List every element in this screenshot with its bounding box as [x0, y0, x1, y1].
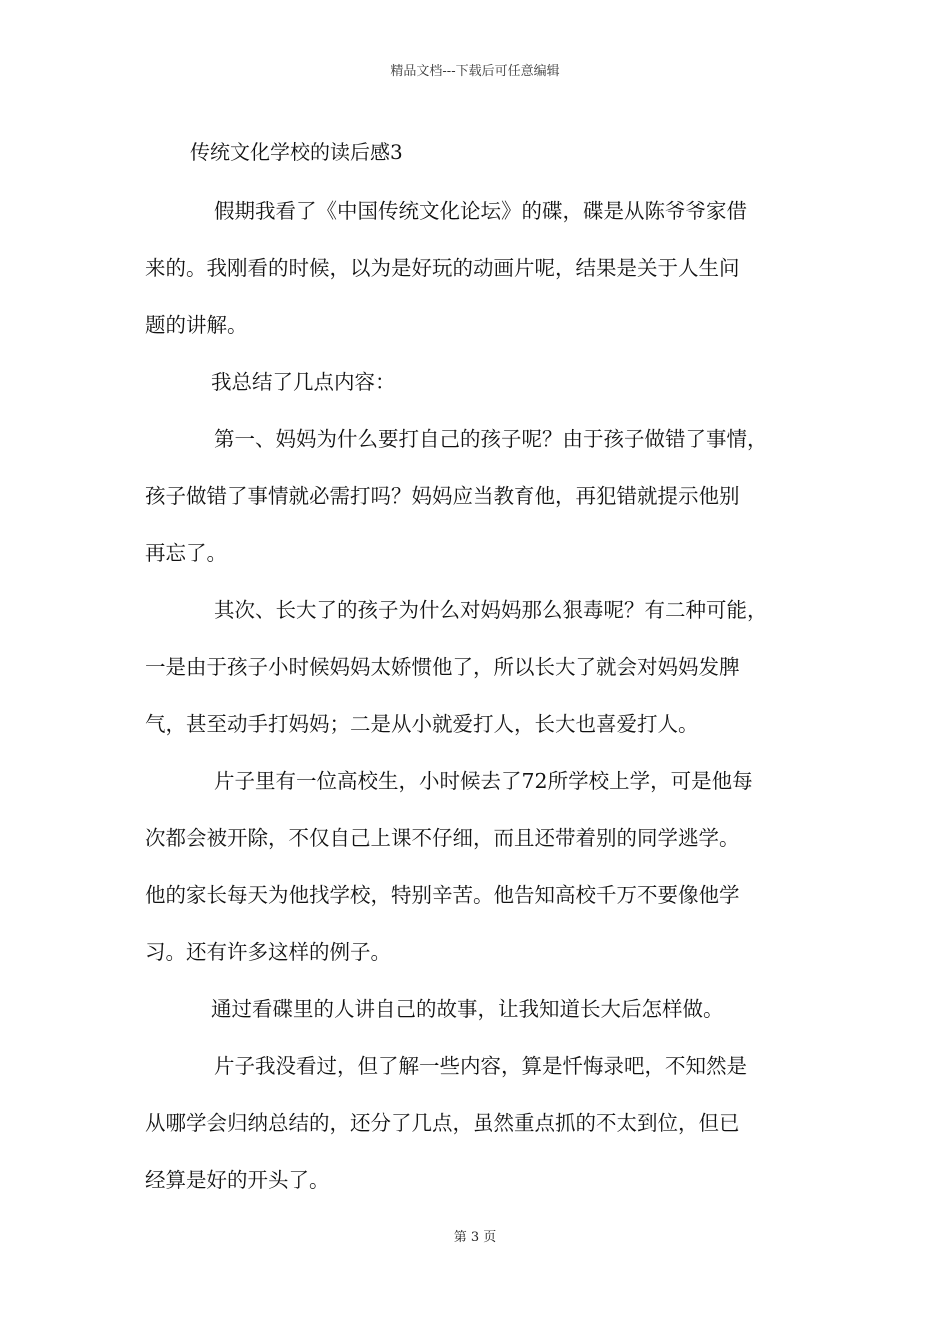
text-line: 习。还有许多这样的例子。: [145, 940, 391, 964]
page-number: 第 3 页: [453, 1230, 497, 1245]
text-line: 经算是好的开头了。: [145, 1168, 330, 1192]
text-line: 从哪学会归纳总结的，还分了几点，虽然重点抓的不太到位，但已: [145, 1111, 740, 1135]
text-line: 再忘了。: [145, 541, 227, 565]
text-line: 孩子做错了事情就必需打吗？妈妈应当教育他，再犯错就提示他别: [145, 484, 740, 508]
text-line: 假期我看了《中国传统文化论坛》的碟，碟是从陈爷爷家借: [214, 199, 747, 223]
text-line: 来的。我刚看的时候，以为是好玩的动画片呢，结果是关于人生问: [145, 256, 740, 280]
text-line: 我总结了几点内容：: [211, 370, 396, 394]
document-title: 传统文化学校的读后感3: [190, 140, 403, 164]
text-line: 题的讲解。: [145, 313, 248, 337]
text-line: 片子我没看过，但了解一些内容，算是忏悔录吧，不知然是: [214, 1054, 747, 1078]
text-line: 其次、长大了的孩子为什么对妈妈那么狠毒呢？有二种可能，: [214, 598, 768, 622]
text-line: 气，甚至动手打妈妈；二是从小就爱打人，长大也喜爱打人。: [145, 712, 699, 736]
page-header: 精品文档---下载后可任意编辑: [390, 64, 560, 79]
text-line: 他的家长每天为他找学校，特别辛苦。他告知高校千万不要像他学: [145, 883, 740, 907]
text-line: 一是由于孩子小时候妈妈太娇惯他了，所以长大了就会对妈妈发脾: [145, 655, 740, 679]
text-line: 第一、妈妈为什么要打自己的孩子呢？由于孩子做错了事情，: [214, 427, 768, 451]
text-line: 通过看碟里的人讲自己的故事，让我知道长大后怎样做。: [211, 997, 724, 1021]
text-line: 片子里有一位高校生，小时候去了72所学校上学，可是他每: [214, 769, 753, 793]
text-line: 次都会被开除，不仅自己上课不仔细，而且还带着别的同学逃学。: [145, 826, 740, 850]
